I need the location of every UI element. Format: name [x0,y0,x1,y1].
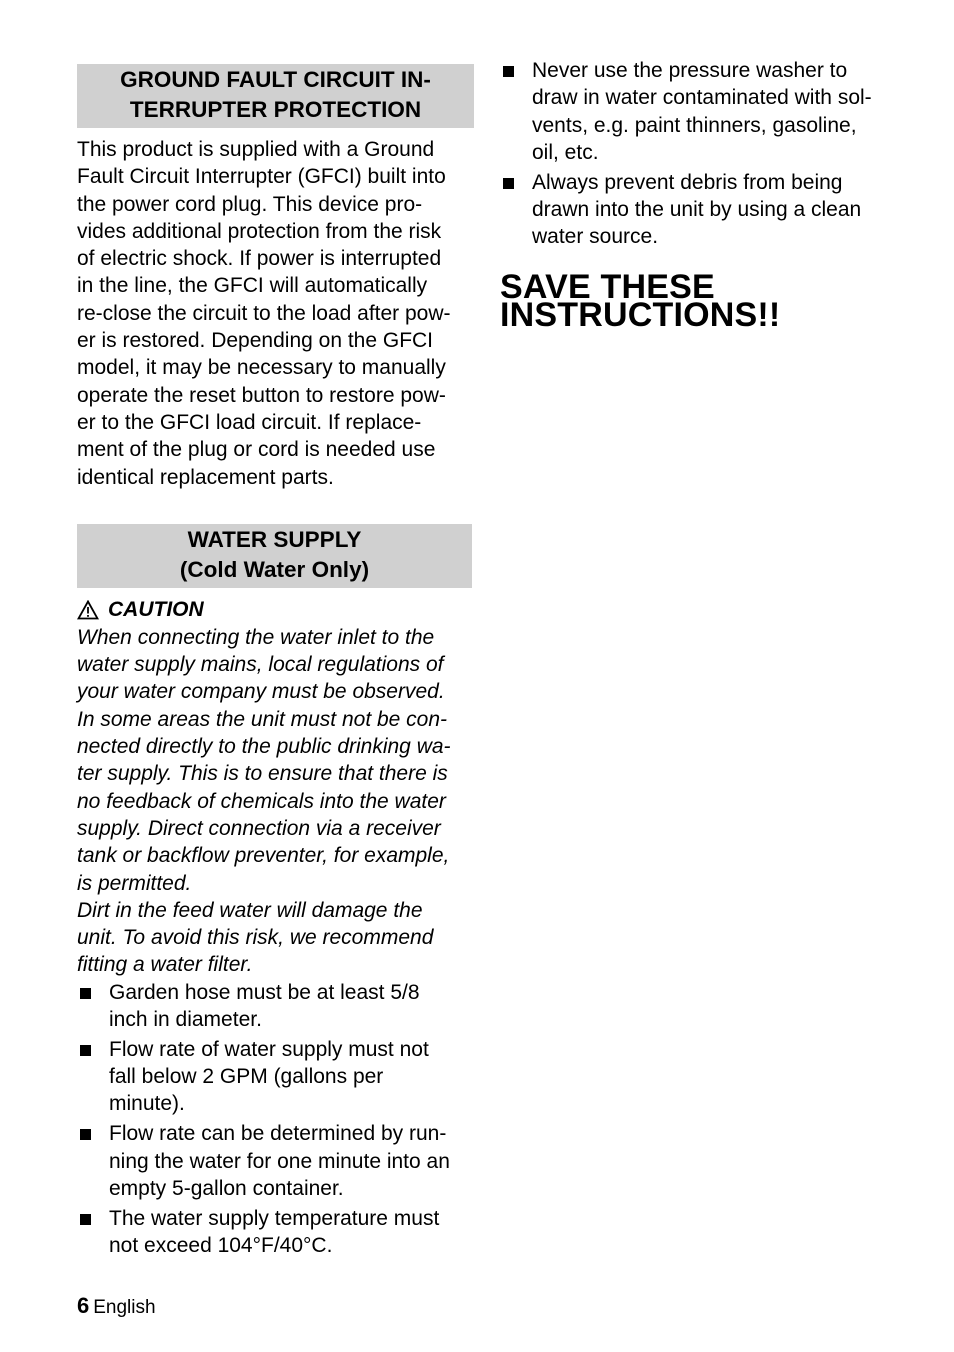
gfci-heading-line1: GROUND FAULT CIRCUIT IN- [120,67,431,92]
list-item [77,979,474,1034]
list-item-text: Always prevent debris from being drawn into the unit by using a clean water source. [532,170,862,249]
gfci-heading-line2: TERRUPTER PROTECTION [129,97,422,122]
list-item [500,57,900,166]
list-item [77,1120,474,1202]
square-bullet-icon [503,178,514,189]
save-instructions-heading [500,267,900,334]
list-item-text: Flow rate of water supply must not fall below 2 GPM (gallons per minute). [109,1037,429,1116]
water-supply-heading [77,524,472,588]
save-heading-line2: INSTRUCTIONS!! [500,295,781,334]
water-supply-heading-line2: (Cold Water Only) [179,556,370,582]
save-heading-line1: SAVE THESE [500,267,715,306]
water-supply-heading-line1: WATER SUPPLY [187,526,362,552]
right-column [500,57,900,334]
caution-label: CAUTION [108,597,204,621]
square-bullet-icon [80,1045,91,1056]
gfci-heading [77,64,474,128]
list-item [500,169,900,251]
caution-label-row [77,596,474,624]
square-bullet-icon [80,988,91,999]
footer-language: English [93,1297,156,1318]
list-item-text: Never use the pressure washer to draw in water contaminated with sol- vents, e.g. paint thinners, gasoline, oil, etc. [532,59,872,164]
caution-text: When connecting the water inlet to the water supply mains, local regulations of your water company must be observed. In some areas the unit must not be con- nected directly to the public drinking wa- ter supply. This is to ensure that there is no feedback of chemicals into the water supply. Direct connection via a receiver tank or backflow preventer, for example, is permitted. Dirt in the feed water will damage the unit. To avoid this risk, we recommend fitting a water filter. [77,625,451,977]
list-item-text: The water supply temperature must not exceed 104°F/40°C. [109,1206,440,1257]
gfci-body-text: This product is supplied with a Ground Fault Circuit Interrupter (GFCI) built into the power cord plug. This device pro- vides additional protection from the risk of electric shock. If power is interrupted in the line, the GFCI will automatically re-close the circuit to the load after pow- er is restored. Depending on the GFCI model, it may be necessary to manually operate the reset button to restore pow- er to the GFCI load circuit. If replace- ment of the plug or cord is needed use identical replacement parts. [77,138,451,489]
right-bullet-list [500,57,900,251]
page-number: 6 [77,1293,90,1318]
square-bullet-icon [80,1129,91,1140]
page-footer [77,1292,156,1322]
list-item-text: Garden hose must be at least 5/8 inch in diameter. [109,980,420,1032]
list-item [77,1205,474,1260]
square-bullet-icon [503,66,514,77]
list-item [77,1036,474,1118]
square-bullet-icon [80,1214,91,1225]
warning-triangle-icon [77,600,99,620]
left-column [77,64,474,1262]
list-item-text: Flow rate can be determined by run- ning the water for one minute into an empty 5-gallon container. [109,1122,450,1200]
water-supply-bullet-list [77,979,474,1259]
